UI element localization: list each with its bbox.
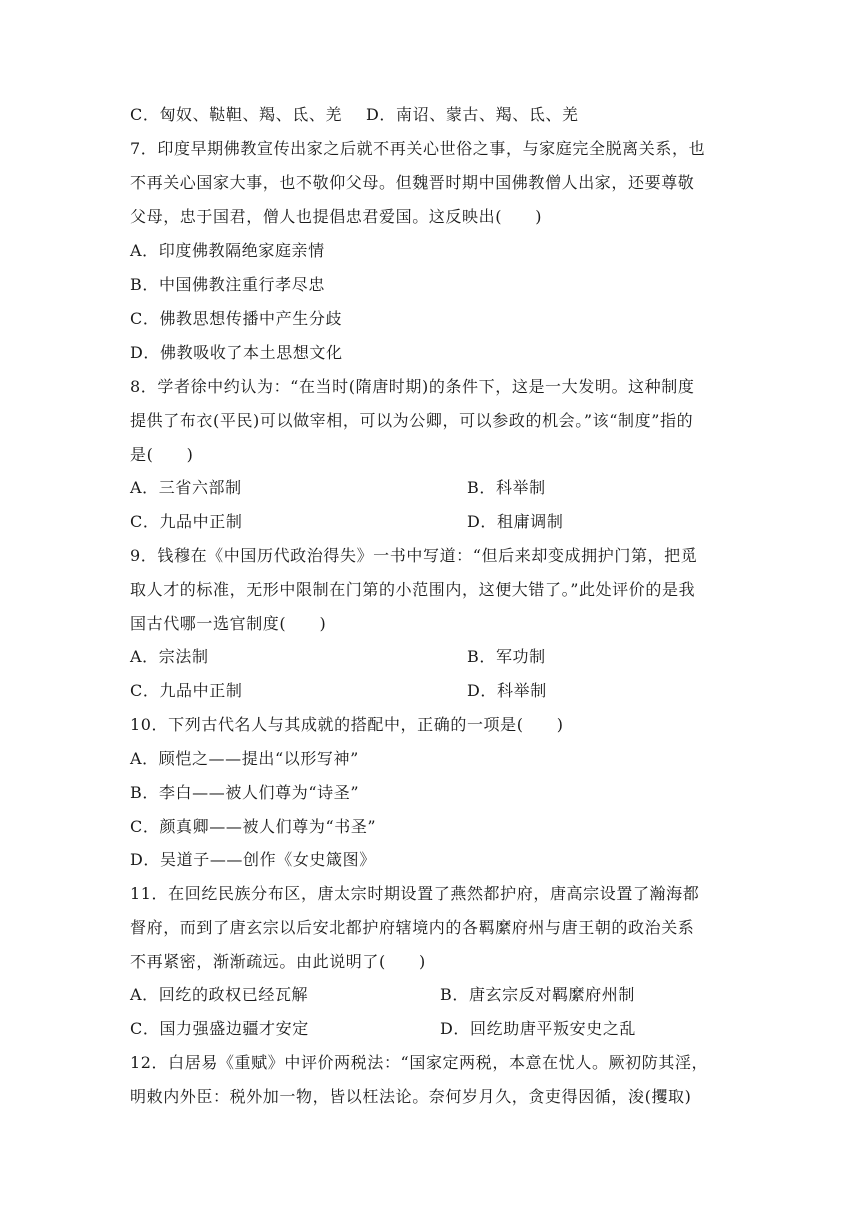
q12-stem-line-2: 明敕内外臣：税外加一物，皆以枉法论。奈何岁月久，贪吏得因循，浚(攫取) bbox=[130, 1087, 692, 1106]
q7-stem-line-1: 7．印度早期佛教宣传出家之后就不再关心世俗之事，与家庭完全脱离关系，也 bbox=[130, 139, 706, 158]
option-d: D．南诏、蒙古、羯、氐、羌 bbox=[366, 105, 579, 124]
q8-option-b: B．科举制 bbox=[467, 478, 546, 497]
q7-stem-line-2: 不再关心国家大事，也不敬仰父母。但魏晋时期中国佛教僧人出家，还要尊敬 bbox=[130, 173, 695, 192]
q9-stem-line-3: 国古代哪一选官制度( ) bbox=[130, 614, 327, 633]
q11-option-b: B．唐玄宗反对羁縻府州制 bbox=[440, 985, 635, 1004]
q9-option-b: B．军功制 bbox=[467, 647, 546, 666]
q8-stem-line-1: 8．学者徐中约认为：“在当时(隋唐时期)的条件下，这是一大发明。这种制度 bbox=[130, 377, 695, 396]
q9-option-a: A．宗法制 bbox=[130, 647, 209, 666]
q11-options-row-1 bbox=[130, 978, 730, 1012]
q9-option-c: C．九品中正制 bbox=[130, 681, 243, 700]
q8-options-row-1 bbox=[130, 471, 730, 505]
q9-option-d: D．科举制 bbox=[467, 681, 547, 700]
q7-option-d: D．佛教吸收了本土思想文化 bbox=[130, 343, 343, 362]
q11-option-a: A．回纥的政权已经瓦解 bbox=[130, 985, 309, 1004]
q9-stem-line-2: 取人才的标准，无形中限制在门第的小范围内，这便大错了。”此处评价的是我 bbox=[130, 580, 696, 599]
q12-stem-line-1: 12．白居易《重赋》中评价两税法：“国家定两税，本意在忧人。厥初防其淫， bbox=[130, 1053, 709, 1072]
q11-stem-line-1: 11．在回纥民族分布区，唐太宗时期设置了燕然都护府，唐高宗设置了瀚海都 bbox=[130, 884, 700, 903]
option-c: C．匈奴、鞑靼、羯、氐、羌 bbox=[130, 105, 343, 124]
q7-option-a: A．印度佛教隔绝家庭亲情 bbox=[130, 241, 325, 260]
q7-stem-line-3: 父母，忠于国君，僧人也提倡忠君爱国。这反映出( ) bbox=[130, 207, 543, 226]
prev-options-row bbox=[130, 98, 730, 132]
q10-stem-line-1: 10．下列古代名人与其成就的搭配中，正确的一项是( ) bbox=[130, 715, 564, 734]
q10-option-d: D．吴道子——创作《女史箴图》 bbox=[130, 850, 376, 869]
q8-option-a: A．三省六部制 bbox=[130, 478, 242, 497]
q8-option-c: C．九品中正制 bbox=[130, 512, 243, 531]
q11-stem-line-3: 不再紧密，渐渐疏远。由此说明了( ) bbox=[130, 952, 426, 971]
q11-option-c: C．国力强盛边疆才安定 bbox=[130, 1019, 309, 1038]
q8-options-row-2 bbox=[130, 505, 730, 539]
q10-option-c: C．颜真卿——被人们尊为“书圣” bbox=[130, 817, 377, 836]
q8-stem-line-2: 提供了布衣(平民)可以做宰相，可以为公卿，可以参政的机会。”该“制度”指的 bbox=[130, 411, 694, 430]
q11-option-d: D．回纥助唐平叛安史之乱 bbox=[440, 1019, 637, 1038]
q10-option-a: A．顾恺之——提出“以形写神” bbox=[130, 749, 359, 768]
q8-option-d: D．租庸调制 bbox=[467, 512, 564, 531]
q9-options-row-2 bbox=[130, 674, 730, 708]
q8-stem-line-3: 是( ) bbox=[130, 445, 194, 464]
q7-option-b: B．中国佛教注重行孝尽忠 bbox=[130, 275, 325, 294]
q10-option-b: B．李白——被人们尊为“诗圣” bbox=[130, 783, 360, 802]
q9-stem-line-1: 9．钱穆在《中国历代政治得失》一书中写道：“但后来却变成拥护门第，把觅 bbox=[130, 546, 698, 565]
q11-options-row-2 bbox=[130, 1012, 730, 1046]
q11-stem-line-2: 督府，而到了唐玄宗以后安北都护府辖境内的各羁縻府州与唐王朝的政治关系 bbox=[130, 918, 695, 937]
q9-options-row-1 bbox=[130, 640, 730, 674]
q7-option-c: C．佛教思想传播中产生分歧 bbox=[130, 309, 343, 328]
